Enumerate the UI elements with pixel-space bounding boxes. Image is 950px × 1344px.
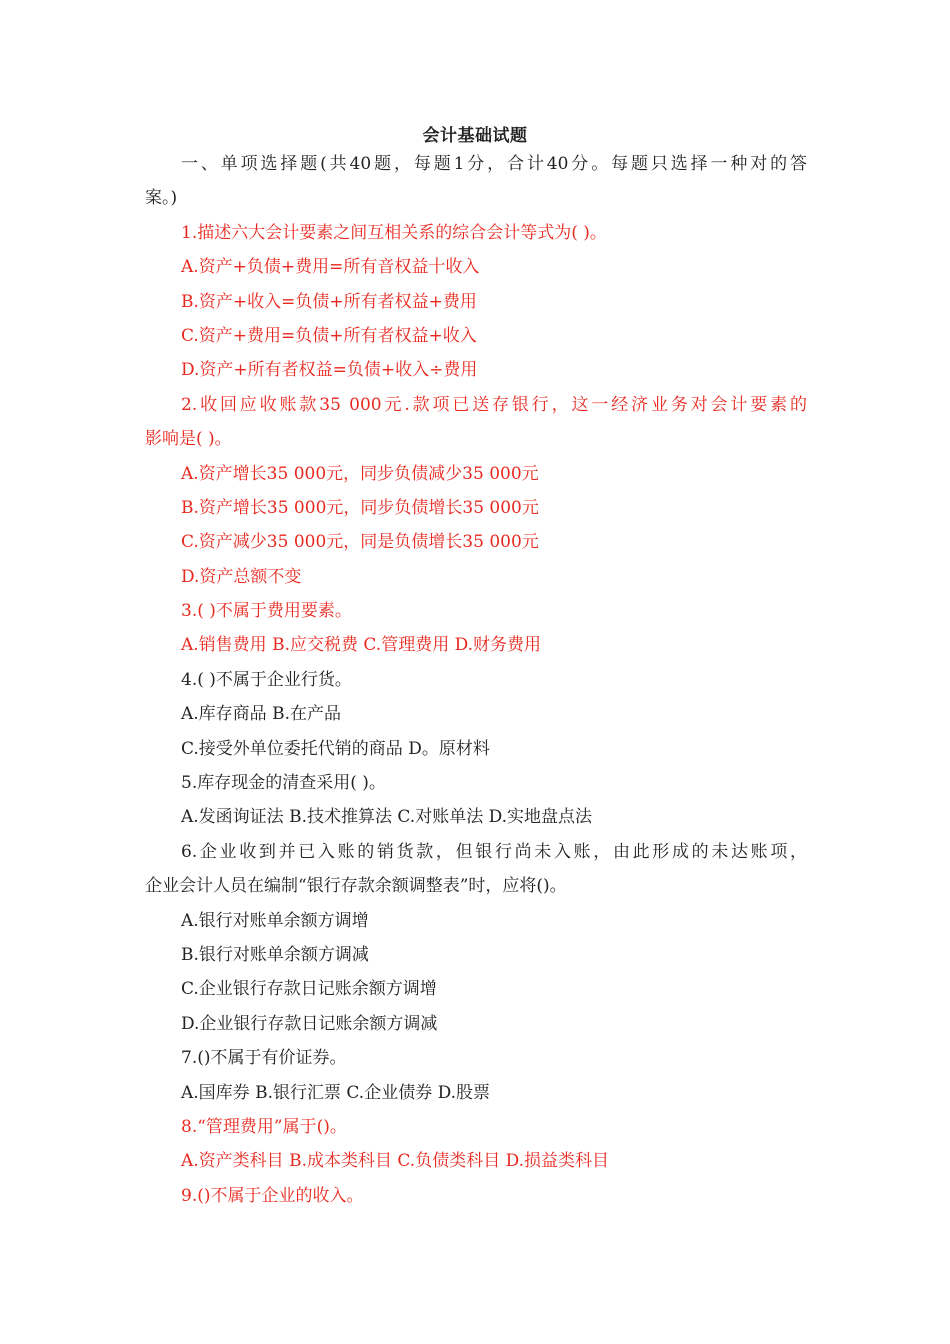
option-item: C.资产+费用=负债+所有者权益+收入 [181,325,477,346]
question-9 [145,1179,807,1213]
option-item: D.企业银行存款日记账余额方调减 [181,1013,438,1034]
question-1 [145,216,807,388]
option-item: A.资产增长35 000元，同步负债减少35 000元 [181,463,539,484]
document-body [145,147,807,1213]
option-item: C.资产减少35 000元，同是负债增长35 000元 [181,532,539,553]
option-item: B.资产+收入=负债+所有者权益+费用 [181,291,477,312]
question-6 [145,835,807,1041]
question-stem: 6.企业收到并已入账的销货款，但银行尚未入账，由此形成的未达账项， [181,841,807,862]
question-3 [145,594,807,663]
option-item: A.发函询证法 B.技术推算法 C.对账单法 D.实地盘点法 [181,807,593,828]
option-item: A.资产类科目 B.成本类科目 C.负债类科目 D.损益类科目 [181,1151,610,1172]
question-5 [145,766,807,835]
option-item: D.资产总额不变 [181,566,302,587]
document-title: 会计基础试题 [422,126,528,146]
question-stem: 4.( )不属于企业行货。 [181,669,352,690]
option-item: A.资产+负债+费用=所有音权益十收入 [181,257,480,278]
question-stem: 2.收回应收账款35 000元.款项已送存银行，这一经济业务对会计要素的 [181,394,807,415]
question-stem: 8.“管理费用”属于()。 [181,1116,347,1137]
question-7 [145,1041,807,1110]
option-item: C.接受外单位委托代销的商品 D。原材料 [181,738,490,759]
option-item: A.国库券 B.银行汇票 C.企业债券 D.股票 [181,1082,491,1103]
question-stem: 9.()不属于企业的收入。 [181,1185,364,1206]
question-4 [145,663,807,766]
option-item: B.银行对账单余额方调减 [181,944,369,965]
question-stem: 7.()不属于有价证券。 [181,1048,347,1069]
option-item: C.企业银行存款日记账余额方调增 [181,979,437,1000]
question-stem-continued: 企业会计人员在编制“银行存款余额调整表”时，应将()。 [145,876,567,897]
option-item: A.销售费用 B.应交税费 C.管理费用 D.财务费用 [181,635,542,656]
option-item: A.银行对账单余额方调增 [181,910,369,931]
question-stem: 5.库存现金的清查采用( )。 [181,773,386,794]
question-8 [145,1110,807,1179]
question-stem: 1.描述六大会计要素之间互相关系的综合会计等式为( )。 [181,222,607,243]
question-stem-continued: 影响是( )。 [145,429,232,450]
option-item: D.资产+所有者权益=负债+收入÷费用 [181,360,478,381]
option-item: A.库存商品 B.在产品 [181,704,341,725]
section-intro-line-1: 一、单项选择题(共40题，每题1分，合计40分。每题只选择一种对的答 [181,154,807,174]
section-intro-line-2: 案。) [145,188,178,209]
question-stem: 3.( )不属于费用要素。 [181,601,352,622]
option-item: B.资产增长35 000元，同步负债增长35 000元 [181,497,539,518]
question-2 [145,388,807,594]
